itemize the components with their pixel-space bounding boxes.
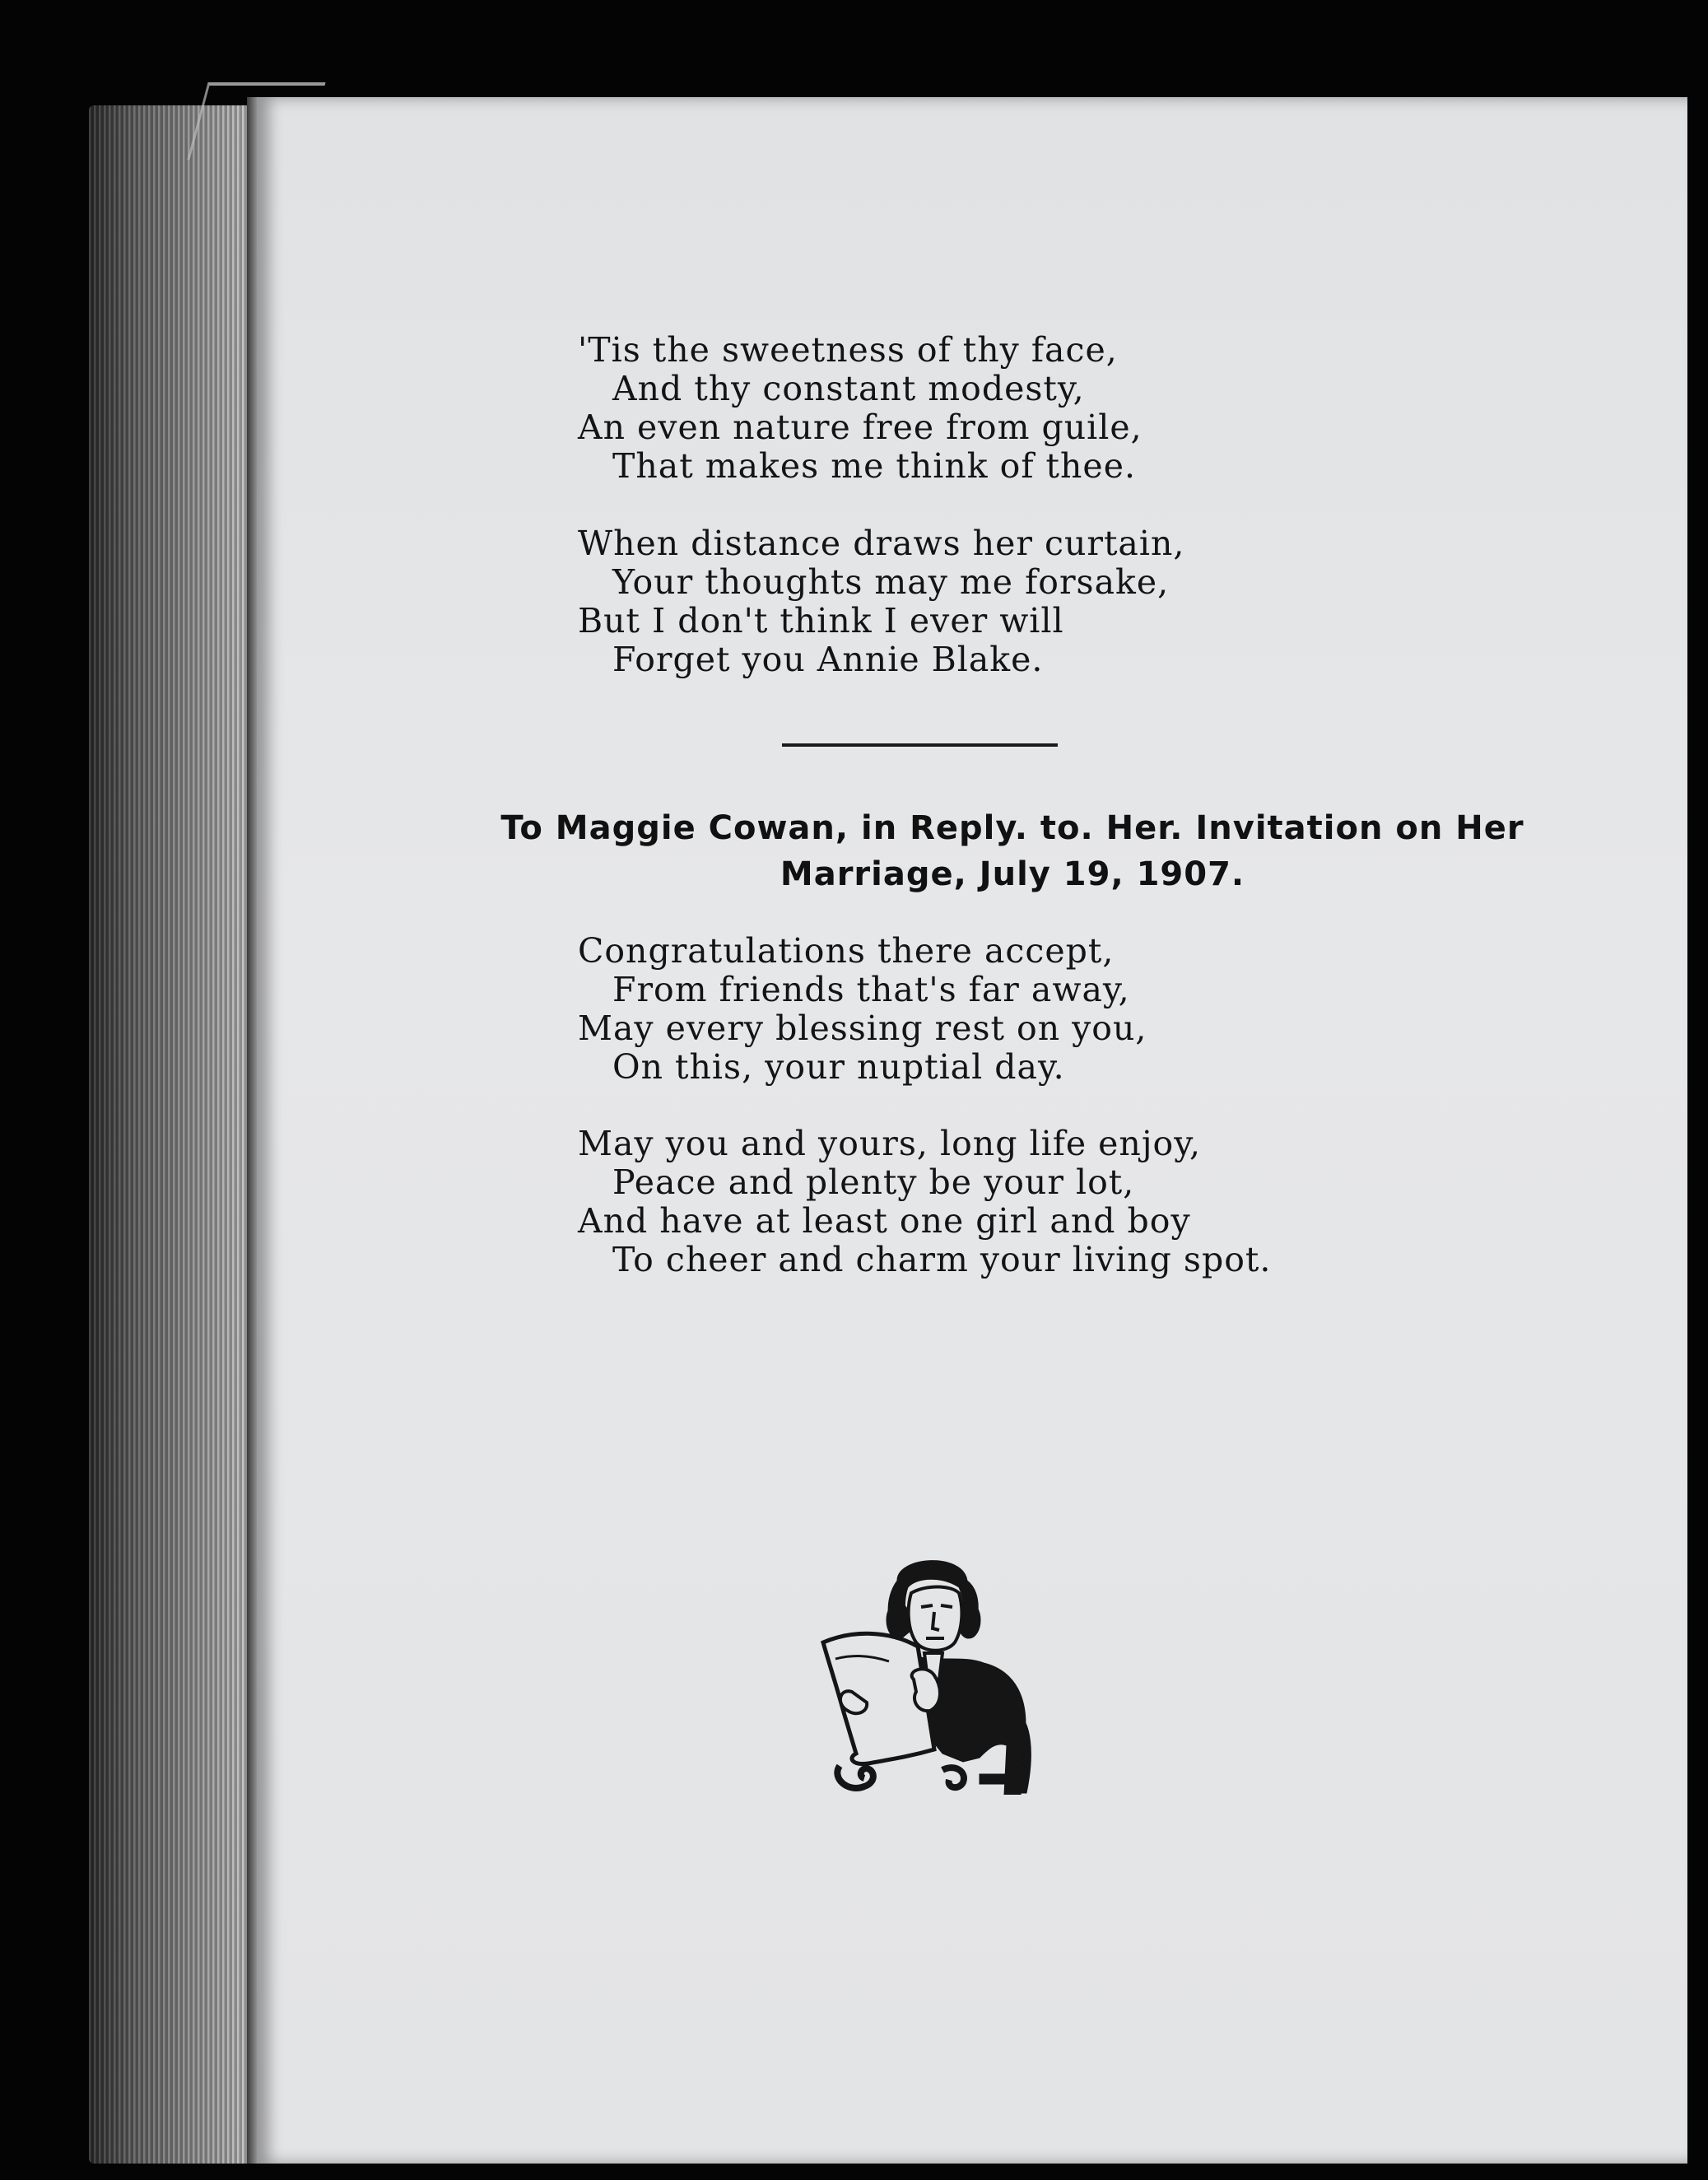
poem-line: When distance draws her curtain, bbox=[578, 524, 1185, 563]
book-spine bbox=[89, 105, 262, 2164]
poem-line: And thy constant modesty, bbox=[612, 369, 1085, 408]
poem-line: Your thoughts may me forsake, bbox=[612, 562, 1170, 602]
poem-line: On this, your nuptial day. bbox=[612, 1047, 1065, 1087]
poem-one-stanza-two bbox=[578, 524, 1184, 679]
poem-line: Forget you Annie Blake. bbox=[612, 640, 1044, 679]
poem-line: 'Tis the sweetness of thy face, bbox=[578, 330, 1118, 370]
illustration-graphic bbox=[819, 1548, 1058, 1795]
poem-one-stanza-one bbox=[578, 331, 1143, 486]
poem-line: Peace and plenty be your lot, bbox=[612, 1162, 1135, 1202]
man-reading-scroll-icon bbox=[819, 1548, 1058, 1795]
poem-line: But I don't think I ever will bbox=[578, 601, 1064, 640]
poem-two-title bbox=[247, 805, 1708, 897]
poem-line: From friends that's far away, bbox=[612, 970, 1130, 1009]
poem-line: That makes me think of thee. bbox=[612, 446, 1136, 486]
title-line: To Maggie Cowan, in Reply. to. Her. Invitation on Her bbox=[500, 809, 1524, 847]
poem-line: May you and yours, long life enjoy, bbox=[578, 1124, 1201, 1163]
poem-line: Congratulations there accept, bbox=[578, 931, 1115, 971]
poem-line: And have at least one girl and boy bbox=[578, 1201, 1191, 1241]
poem-line: An even nature free from guile, bbox=[578, 408, 1143, 447]
poem-line: To cheer and charm your living spot. bbox=[612, 1240, 1272, 1279]
section-divider bbox=[782, 743, 1058, 747]
poem-two-stanza-one bbox=[578, 932, 1147, 1087]
title-line: Marriage, July 19, 1907. bbox=[780, 855, 1245, 893]
poem-line: May every blessing rest on you, bbox=[578, 1008, 1147, 1048]
poem-two-stanza-two bbox=[578, 1125, 1271, 1279]
